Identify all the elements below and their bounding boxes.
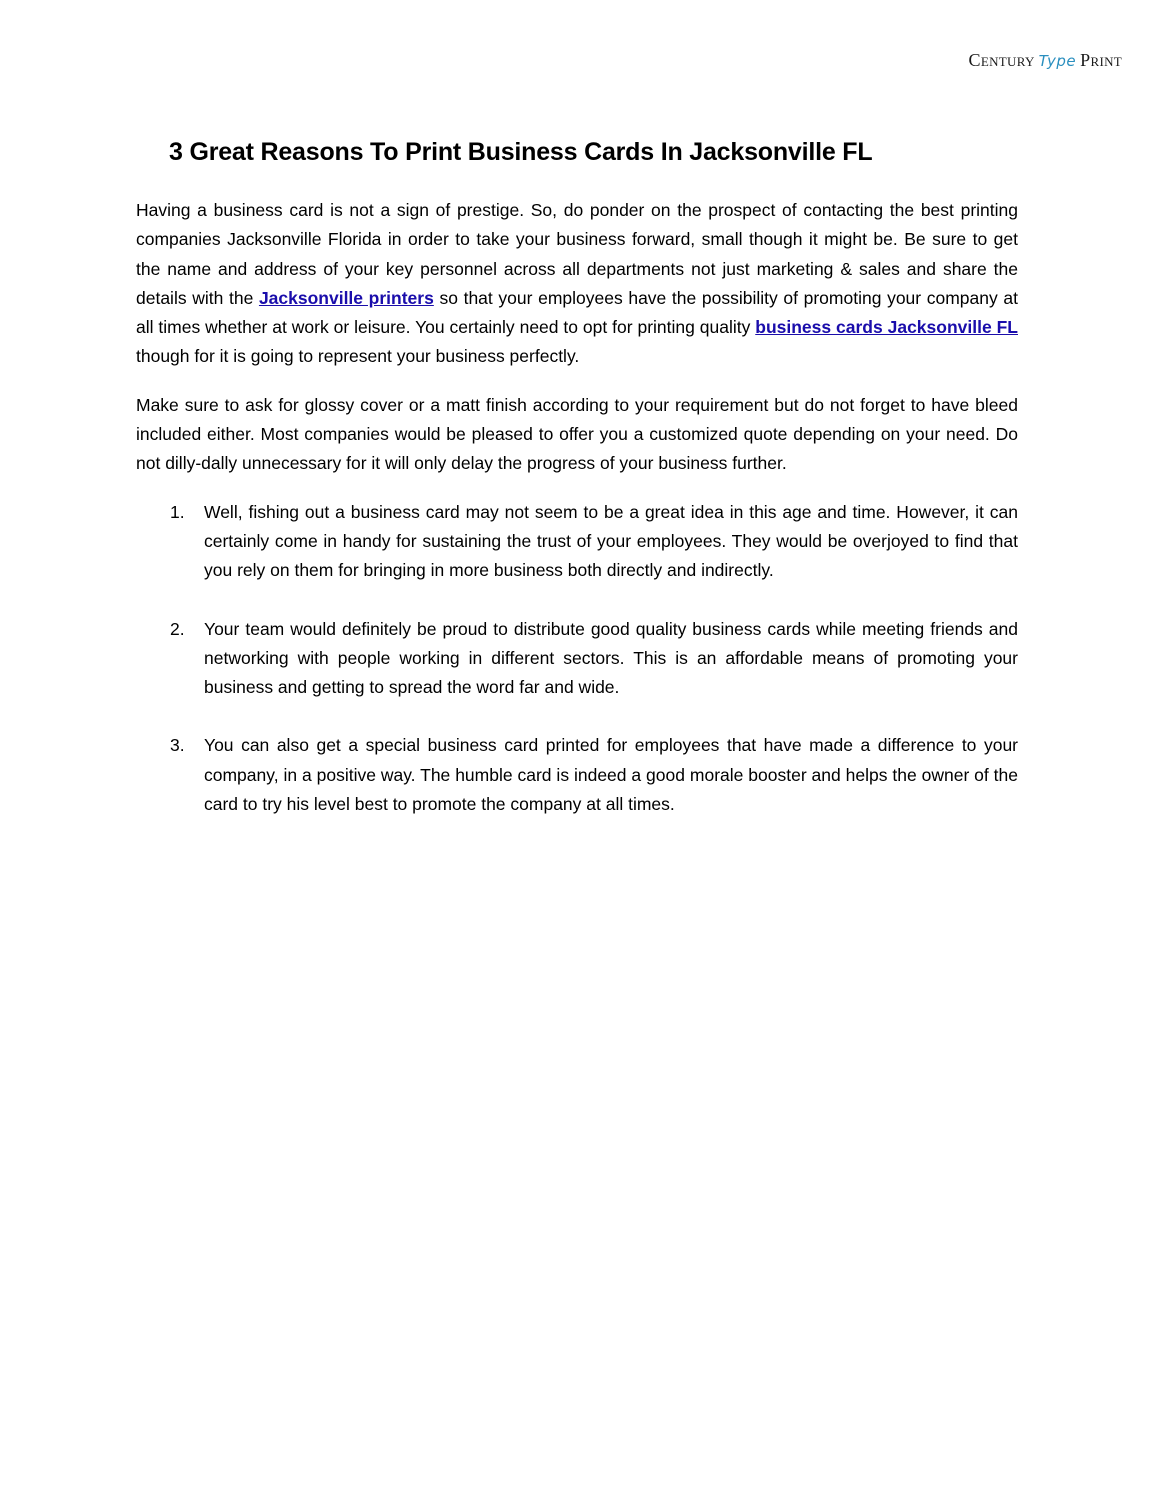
business-cards-link[interactable]: business cards Jacksonville FL — [755, 317, 1018, 338]
list-item-number: 2. — [170, 618, 185, 639]
list-item-text: Your team would definitely be proud to distribute good quality business cards while meeting friends and networking with people working in different sectors. This is an affordable means of promoting your business and getting to spread the word far and wide. — [204, 618, 1018, 698]
intro-text-a: Having a business card is not a sign of prestige. So, do ponder on the prospect of contacting the best printing companies Jacksonville Florida in order to take your business forward, small though it might be. Be sure to get the name and address of your key personnel across all departments not just marketing & sales and share the details with the — [136, 200, 1018, 308]
jacksonville-printers-link[interactable]: Jacksonville printers — [258, 287, 434, 308]
page-title: 3 Great Reasons To Print Business Cards In Jacksonville FL — [169, 138, 873, 166]
reasons-list — [136, 498, 1018, 820]
list-item — [136, 731, 1018, 819]
second-paragraph: Make sure to ask for glossy cover or a matt finish according to your requirement but do not forget to have bleed included either. Most companies would be pleased to offer you a customized quote depending on your need. Do not dilly-dally unnecessary for it will only delay the progress of your business further. — [136, 394, 1018, 474]
intro-text-c: though for it is going to represent your business perfectly. — [136, 346, 580, 367]
logo-print-text: Print — [1080, 50, 1122, 70]
logo-type-text: Type — [1038, 52, 1077, 70]
list-item-text: You can also get a special business card printed for employees that have made a difference to your company, in a positive way. The humble card is indeed a good morale booster and helps the owner of the card to try his level best to promote the company at all times. — [204, 735, 1018, 815]
list-item — [136, 615, 1018, 703]
list-item-number: 1. — [170, 501, 185, 522]
list-item — [136, 498, 1018, 586]
intro-paragraph — [136, 196, 1018, 372]
intro-text-b: so that your employees have the possibility of promoting your company at all times whether at work or leisure. You certainly need to opt for printing quality — [136, 287, 1018, 338]
logo-century-text: Century — [968, 50, 1035, 70]
list-item-number: 3. — [170, 735, 185, 756]
company-logo — [969, 50, 1122, 71]
article-body — [136, 196, 1018, 848]
list-item-text: Well, fishing out a business card may not seem to be a great idea in this age and time. However, it can certainly come in handy for sustaining the trust of your employees. They would be overjoyed to find that you rely on them for bringing in more business both directly and indirectly. — [204, 501, 1018, 581]
